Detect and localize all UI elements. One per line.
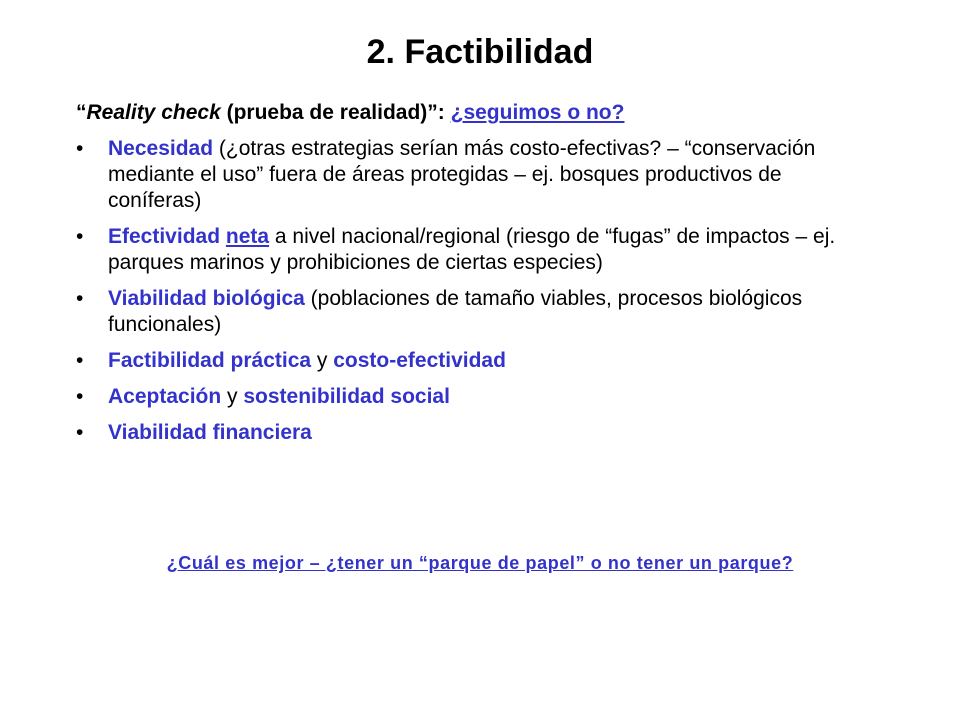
bullet-keyword: Aceptación	[108, 385, 222, 408]
intro-term: Reality check	[86, 101, 221, 124]
bullet-text: (poblaciones de tamaño viables, procesos biológicos funcionales)	[108, 287, 803, 336]
bullet-keyword: sostenibilidad social	[243, 385, 450, 408]
bullet-text: a nivel nacional/regional (riesgo de “fugas” de impactos – ej. parques marinos y prohibiciones de ciertas especies)	[108, 225, 836, 274]
intro-link[interactable]: ¿seguimos o no?	[450, 101, 625, 124]
bullet-item	[72, 384, 872, 410]
bullet-dot-icon: •	[76, 137, 84, 160]
bullet-keyword: neta	[225, 225, 270, 248]
bullet-text: y	[311, 349, 334, 372]
footer-question	[0, 551, 960, 575]
bullet-item	[72, 224, 872, 276]
footer-link[interactable]: ¿Cuál es mejor – ¿tener un “parque de papel” o no tener un parque?	[166, 553, 794, 573]
bullet-keyword: Viabilidad financiera	[108, 421, 312, 444]
bullet-dot-icon: •	[76, 287, 84, 310]
bullet-keyword: costo-efectividad	[333, 349, 506, 372]
bullet-item	[72, 348, 872, 374]
bullet-item	[72, 420, 872, 446]
bullet-dot-icon: •	[76, 385, 84, 408]
bullet-dot-icon: •	[76, 349, 84, 372]
intro-rest: (prueba de realidad)”:	[220, 101, 451, 124]
bullet-keyword: Viabilidad biológica	[108, 287, 305, 310]
bullet-dot-icon: •	[76, 421, 84, 444]
bullet-dot-icon: •	[76, 225, 84, 248]
bullet-keyword: Efectividad	[108, 225, 226, 248]
bullet-item	[72, 136, 872, 214]
bullet-text: y	[221, 385, 244, 408]
bullet-list	[72, 136, 872, 456]
bullet-keyword: Factibilidad práctica	[108, 349, 312, 372]
bullet-text: (¿otras estrategias serían más costo-efectivas? – “conservación mediante el uso” fuera de áreas protegidas – ej. bosques productivos de coníferas)	[108, 137, 816, 212]
bullet-item	[72, 286, 872, 338]
bullet-keyword: Necesidad	[108, 137, 214, 160]
slide-title: 2. Factibilidad	[366, 33, 594, 71]
open-quote: “	[76, 101, 87, 124]
intro-line	[76, 100, 896, 126]
